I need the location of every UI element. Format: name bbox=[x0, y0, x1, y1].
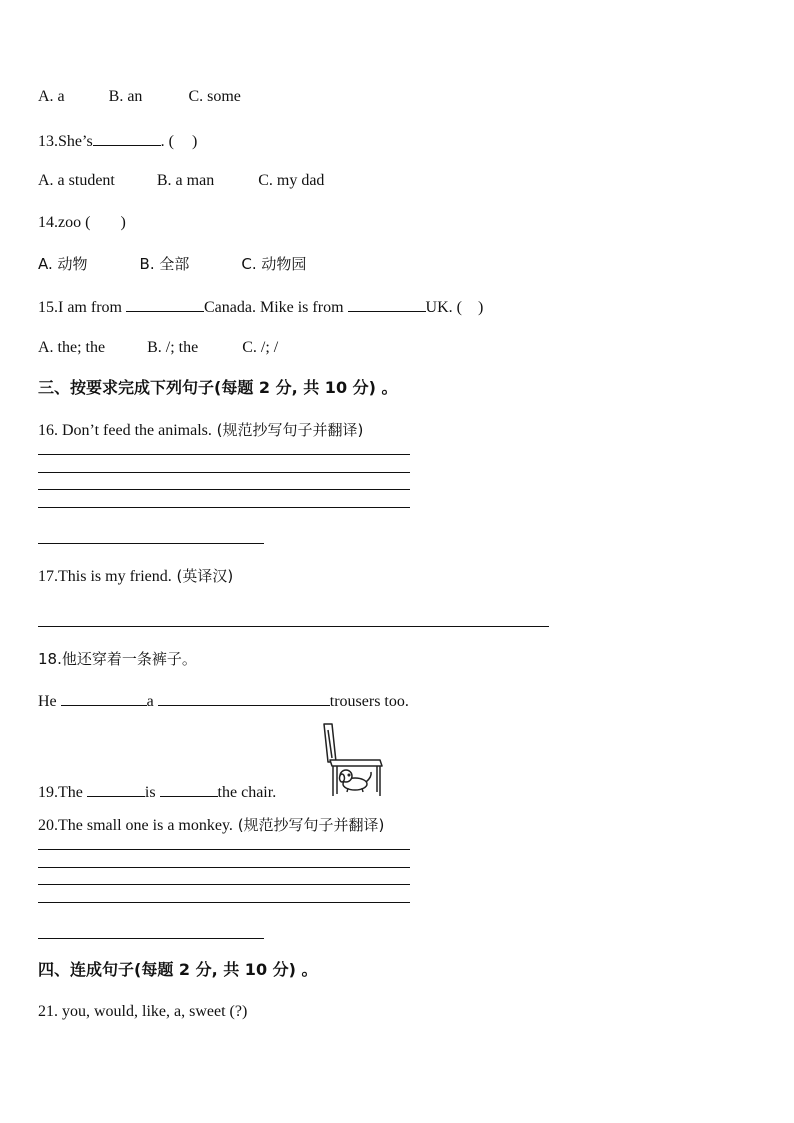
q18-sentence bbox=[38, 690, 409, 712]
q15-blank-1[interactable] bbox=[126, 296, 204, 312]
section-4-heading: 四、连成句子(每题 2 分, 共 10 分) 。 bbox=[38, 960, 318, 979]
q16-line-1[interactable] bbox=[38, 454, 410, 455]
q20-line-2[interactable] bbox=[38, 867, 410, 868]
q15-option-b: B. /; the bbox=[147, 339, 199, 356]
section-3-heading: 三、按要求完成下列句子(每题 2 分, 共 10 分) 。 bbox=[38, 378, 398, 397]
q20-text: 20.The small one is a monkey. bbox=[38, 817, 233, 834]
q15-options bbox=[38, 338, 278, 358]
q16-line-4[interactable] bbox=[38, 507, 410, 508]
q16-answer-line[interactable] bbox=[38, 543, 264, 544]
q18-blank-2[interactable] bbox=[158, 690, 330, 706]
q19-word-2: is bbox=[144, 784, 156, 801]
q13-text-2: . ( bbox=[160, 133, 174, 150]
q15-option-c: C. /; / bbox=[242, 339, 279, 356]
q16-hint: (规范抄写句子并翻译) bbox=[211, 421, 364, 439]
q17-stem bbox=[38, 566, 233, 587]
q16-line-2[interactable] bbox=[38, 472, 410, 473]
q13-option-c: C. my dad bbox=[258, 172, 325, 189]
q13-option-a: A. a student bbox=[38, 172, 115, 189]
q17-hint: (英译汉) bbox=[171, 567, 234, 585]
q21-stem: 21. you, would, like, a, sweet (?) bbox=[38, 1003, 248, 1020]
q12-option-a: A. a bbox=[38, 88, 65, 105]
q14-option-c: C. 动物园 bbox=[241, 255, 307, 273]
chair-with-dog-icon bbox=[322, 722, 384, 798]
q19-word-3: the chair. bbox=[217, 784, 277, 801]
q20-hint: (规范抄写句子并翻译) bbox=[232, 816, 385, 834]
q19-sentence bbox=[38, 781, 276, 803]
q15-option-a: A. the; the bbox=[38, 339, 106, 356]
q20-line-3[interactable] bbox=[38, 884, 410, 885]
q16-number: 16. bbox=[38, 422, 58, 439]
q13-blank[interactable] bbox=[93, 130, 161, 146]
q19-blank-2[interactable] bbox=[160, 781, 218, 797]
q12-options bbox=[38, 87, 241, 107]
q20-stem bbox=[38, 815, 384, 836]
q16-stem bbox=[38, 420, 363, 441]
q16-line-3[interactable] bbox=[38, 489, 410, 490]
q13-stem bbox=[38, 130, 197, 152]
q15-blank-2[interactable] bbox=[348, 296, 426, 312]
q18-word-1: He bbox=[38, 693, 57, 710]
q14-option-a: A. 动物 bbox=[38, 255, 88, 273]
q14-paren-close: ) bbox=[120, 214, 126, 231]
q14-text: 14.zoo ( bbox=[38, 214, 91, 231]
q15-stem bbox=[38, 296, 483, 318]
q13-option-b: B. a man bbox=[156, 172, 215, 189]
q19-word-1: 19.The bbox=[38, 784, 83, 801]
q13-text-1: 13.She’s bbox=[38, 133, 93, 150]
q15-text-3: UK. ( bbox=[425, 299, 462, 316]
q14-options bbox=[38, 254, 306, 274]
q13-paren-close: ) bbox=[192, 133, 198, 150]
q17-text: 17.This is my friend. bbox=[38, 568, 172, 585]
q18-word-3: trousers too. bbox=[329, 693, 409, 710]
q14-option-b: B. 全部 bbox=[139, 255, 190, 273]
q17-answer-line[interactable] bbox=[38, 626, 549, 627]
q15-text-2: Canada. Mike is from bbox=[203, 299, 344, 316]
q19-blank-1[interactable] bbox=[87, 781, 145, 797]
q15-paren-close: ) bbox=[477, 299, 484, 316]
q20-line-1[interactable] bbox=[38, 849, 410, 850]
q20-line-4[interactable] bbox=[38, 902, 410, 903]
q16-text: Don’t feed the animals. bbox=[58, 422, 212, 439]
q15-text-1: 15.I am from bbox=[38, 299, 122, 316]
q18-prompt: 18.他还穿着一条裤子。 bbox=[38, 650, 197, 668]
q18-blank-1[interactable] bbox=[61, 690, 147, 706]
q12-option-c: C. some bbox=[188, 88, 241, 105]
q20-answer-line[interactable] bbox=[38, 938, 264, 939]
q13-options bbox=[38, 171, 324, 191]
q18-word-2: a bbox=[146, 693, 154, 710]
q14-stem bbox=[38, 213, 126, 233]
q12-option-b: B. an bbox=[108, 88, 143, 105]
